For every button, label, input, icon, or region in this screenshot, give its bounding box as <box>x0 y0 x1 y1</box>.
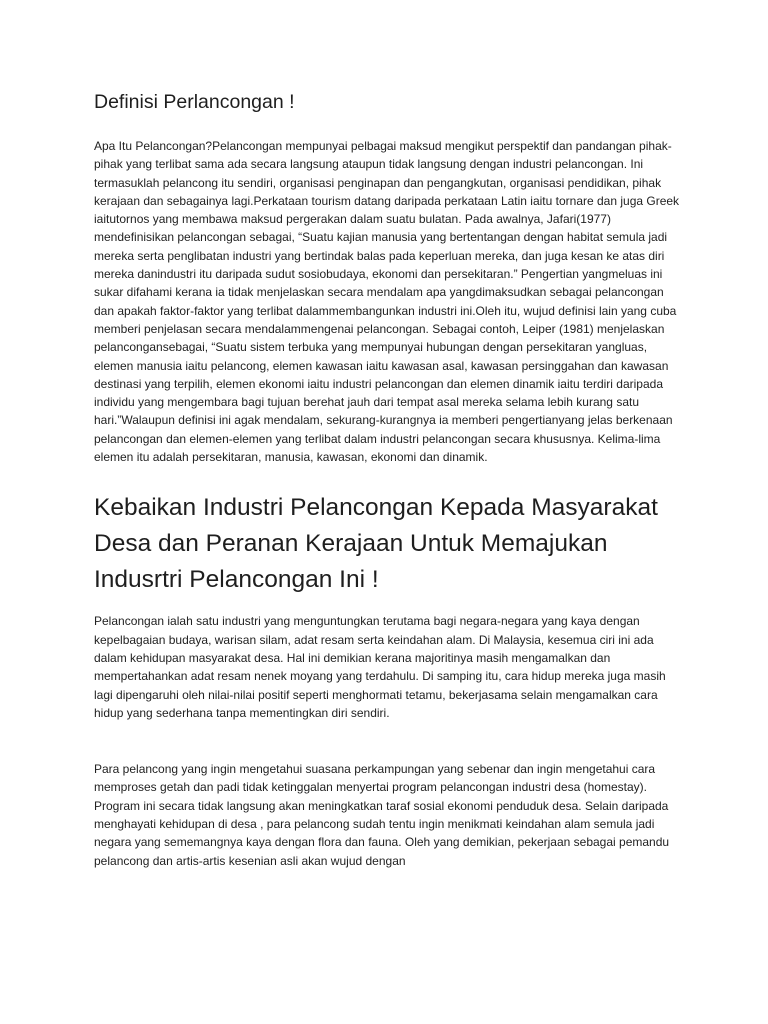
paragraph-definition: Apa Itu Pelancongan?Pelancongan mempunyai pelbagai maksud mengikut perspektif dan pandangan pihak- pihak yang terlibat sama ada secara langsung ataupun tidak langsung dengan industri pelancongan. Ini termasuklah pelancong itu sendiri, organisasi penginapan dan pengangkutan, organisasi pendidikan, pihak kerajaan dan sebagainya lagi.Perkataan tourism datang daripada perkataan Latin iaitu tornare dan juga Greek iaitutornos yang membawa maksud pergerakan dalam suatu bulatan. Pada awalnya, Jafari(1977) mendefinisikan pelancongan sebagai, “Suatu kajian manusia yang bertentangan dengan habitat semula jadi mereka serta penglibatan industri yang bertindak balas pada keperluan mereka, dan juga kesan ke atas diri mereka danindustri itu daripada sudut sosiobudaya, ekonomi dan persekitaran.” Pengertian yangmeluas ini sukar difahami kerana ia tidak menjelaskan secara mendalam apa yangdimaksudkan sebagai pelancongan dan apakah faktor-faktor yang terlibat dalammembangunkan industri ini.Oleh itu, wujud definisi lain yang cuba memberi penjelasan secara mendalammengenai pelancongan. Sebagai contoh, Leiper (1981) menjelaskan pelancongansebagai, “Suatu sistem terbuka yang mempunyai hubungan dengan persekitaran yangluas, elemen manusia iaitu pelancong, elemen kawasan iaitu kawasan asal, kawasan persinggahan dan kawasan destinasi yang terpilih, elemen ekonomi iaitu industri pelancongan dan elemen dinamik iaitu terdiri daripada individu yang mengembara bagi tujuan berehat jauh dari tempat asal mereka selama lebih kurang satu hari.”Walaupun definisi ini agak mendalam, sekurang-kurangnya ia memberi pengertianyang jelas berkenaan pelancongan dan elemen-elemen yang terlibat dalam industri pelancongan secara khususnya. Kelima-lima elemen itu adalah persekitaran, manusia, kawasan, ekonomi dan dinamik. <box>94 139 680 465</box>
document-page <box>94 88 684 870</box>
heading-kebaikan: Kebaikan Industri Pelancongan Kepada Masyarakat Desa dan Peranan Kerajaan Untuk Memajukan Indusrtri Pelancongan Ini ! <box>94 494 658 594</box>
heading-definisi: Definisi Perlancongan ! <box>94 91 295 113</box>
paragraph-homestay: Para pelancong yang ingin mengetahui suasana perkampungan yang sebenar dan ingin mengetahui cara memproses getah dan padi tidak ketinggalan menyertai program pelancongan industri desa (homestay). Program ini secara tidak langsung akan meningkatkan taraf sosial ekonomi penduduk desa. Selain daripada menghayati kehidupan di desa , para pelancong sudah tentu ingin menikmati keindahan alam semula jadi negara yang sememangnya kaya dengan flora dan fauna. Oleh yang demikian, pekerjaan sebagai pemandu pelancong dan artis-artis kesenian asli akan wujud dengan <box>94 762 670 868</box>
paragraph-benefits: Pelancongan ialah satu industri yang menguntungkan terutama bagi negara-negara yang kaya dengan kepelbagaian budaya, warisan silam, adat resam serta keindahan alam. Di Malaysia, kesemua ciri ini ada dalam kehidupan masyarakat desa. Hal ini demikian kerana majoritinya masih mengamalkan dan mempertahankan adat resam nenek moyang yang terdahulu. Di samping itu, cara hidup mereka juga masih lagi dipengaruhi oleh nilai-nilai positif seperti menghormati tetamu, bekerjasama selain mengamalkan cara hidup yang sederhana tanpa mementingkan diri sendiri. <box>94 614 666 720</box>
